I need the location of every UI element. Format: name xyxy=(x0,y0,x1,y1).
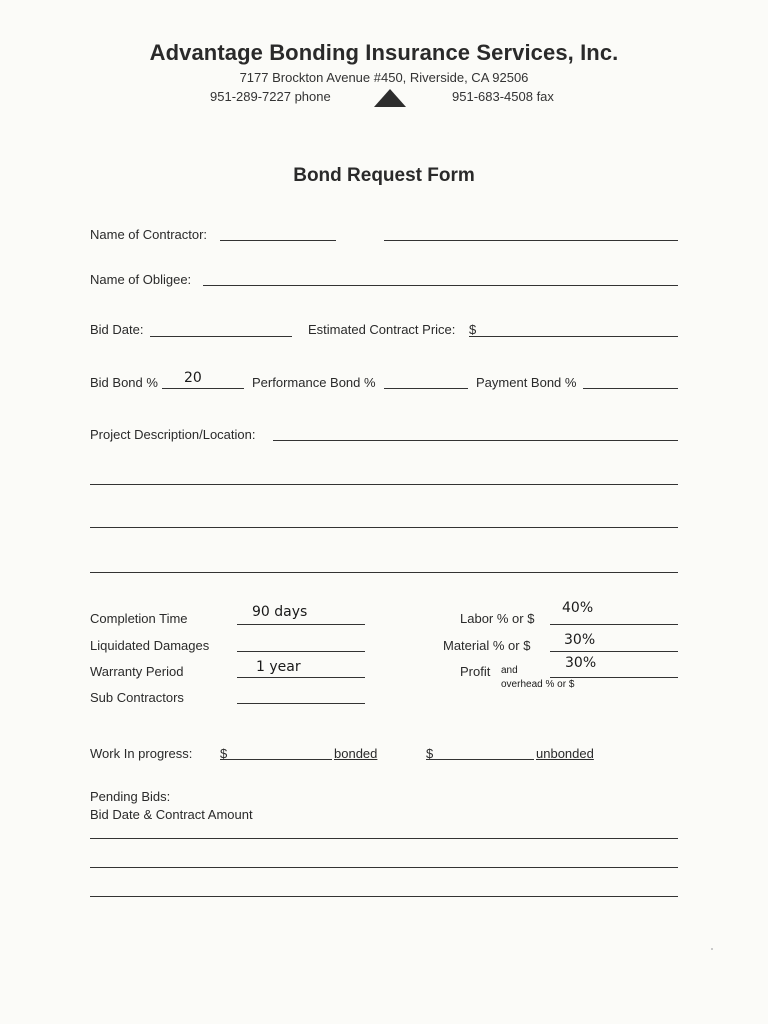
wip-dollar-1: $ xyxy=(220,746,228,761)
company-address: 7177 Brockton Avenue #450, Riverside, CA 92506 xyxy=(239,70,529,85)
material-value: 30% xyxy=(564,632,596,648)
completion-time-value: 90 days xyxy=(252,604,308,620)
wip-bonded-field-line[interactable] xyxy=(220,759,332,760)
obligee-field-line[interactable] xyxy=(203,285,678,286)
bid-bond-field-line[interactable] xyxy=(162,388,244,389)
liquidated-damages-field-line[interactable] xyxy=(237,651,365,652)
profit-and-text: and xyxy=(501,665,518,676)
project-desc-field-line-1[interactable] xyxy=(273,440,678,441)
material-label: Material % or $ xyxy=(443,638,531,653)
scan-speck xyxy=(711,948,713,950)
profit-field-line[interactable] xyxy=(550,677,678,678)
wip-bonded-label: bonded xyxy=(334,746,378,761)
project-desc-field-line-2[interactable] xyxy=(90,484,678,485)
pending-bids-field-line-3[interactable] xyxy=(90,896,678,897)
wip-unbonded-label: unbonded xyxy=(536,746,594,761)
labor-field-line[interactable] xyxy=(550,624,678,625)
profit-value: 30% xyxy=(565,655,597,671)
pending-bids-label: Pending Bids: xyxy=(90,789,171,804)
liquidated-damages-label: Liquidated Damages xyxy=(90,638,210,653)
material-field-line[interactable] xyxy=(550,651,678,652)
warranty-period-label: Warranty Period xyxy=(90,664,184,679)
wip-unbonded-field-line[interactable] xyxy=(426,759,534,760)
warranty-period-field-line[interactable] xyxy=(237,677,365,678)
labor-value: 40% xyxy=(562,600,594,616)
contract-price-dollar: $ xyxy=(469,322,477,337)
warranty-period-value: 1 year xyxy=(256,659,301,675)
payment-bond-label: Payment Bond % xyxy=(476,375,577,390)
pending-bids-field-line-2[interactable] xyxy=(90,867,678,868)
profit-overhead-text: overhead % or $ xyxy=(501,679,575,690)
wip-dollar-2: $ xyxy=(426,746,434,761)
performance-bond-label: Performance Bond % xyxy=(252,375,376,390)
bid-date-label: Bid Date: xyxy=(90,322,144,337)
contractor-field-line-1[interactable] xyxy=(220,240,336,241)
form-title: Bond Request Form xyxy=(293,165,475,186)
contract-price-field-line[interactable] xyxy=(469,336,678,337)
company-phone: 951-289-7227 phone xyxy=(210,89,331,104)
performance-bond-field-line[interactable] xyxy=(384,388,468,389)
completion-time-label: Completion Time xyxy=(90,611,188,626)
triangle-logo-icon xyxy=(372,88,408,108)
pending-bids-field-line-1[interactable] xyxy=(90,838,678,839)
obligee-label: Name of Obligee: xyxy=(90,272,192,287)
bid-bond-value: 20 xyxy=(184,370,202,386)
sub-contractors-label: Sub Contractors xyxy=(90,690,184,705)
contractor-label: Name of Contractor: xyxy=(90,227,208,242)
completion-time-field-line[interactable] xyxy=(237,624,365,625)
project-desc-label: Project Description/Location: xyxy=(90,427,256,442)
payment-bond-field-line[interactable] xyxy=(583,388,678,389)
bid-bond-label: Bid Bond % xyxy=(90,375,158,390)
contract-price-label: Estimated Contract Price: xyxy=(308,322,456,337)
company-fax: 951-683-4508 fax xyxy=(452,89,554,104)
project-desc-field-line-3[interactable] xyxy=(90,527,678,528)
pending-bids-sub-label: Bid Date & Contract Amount xyxy=(90,807,253,822)
sub-contractors-field-line[interactable] xyxy=(237,703,365,704)
profit-label: Profit xyxy=(460,664,491,679)
wip-label: Work In progress: xyxy=(90,746,193,761)
company-name: Advantage Bonding Insurance Services, Inc. xyxy=(149,40,619,65)
project-desc-field-line-4[interactable] xyxy=(90,572,678,573)
labor-label: Labor % or $ xyxy=(460,611,535,626)
contractor-field-line-2[interactable] xyxy=(384,240,678,241)
bid-date-field-line[interactable] xyxy=(150,336,292,337)
